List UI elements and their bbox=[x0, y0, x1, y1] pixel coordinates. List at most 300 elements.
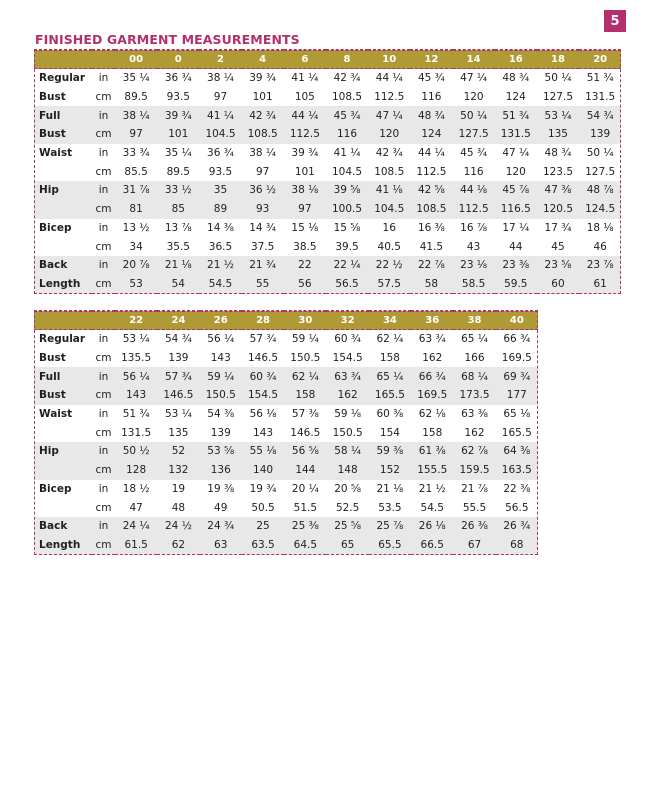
measurement-value: 139 bbox=[168, 352, 189, 365]
measurement-value: 54.5 bbox=[420, 501, 444, 514]
size-header: 0 bbox=[157, 51, 199, 69]
measurement-label: Waist bbox=[39, 147, 73, 160]
measurement-label: Bicep bbox=[39, 221, 72, 234]
measurement-value: 127.5 bbox=[542, 91, 573, 104]
header-blank bbox=[34, 312, 92, 330]
measurement-value: 101 bbox=[157, 125, 199, 144]
table-row bbox=[34, 125, 621, 144]
measurement-value: 136 bbox=[200, 461, 242, 480]
measurement-value: 46 bbox=[593, 240, 607, 253]
table-row bbox=[34, 405, 538, 424]
unit-label: cm bbox=[92, 200, 115, 219]
measurement-value: 17 ¾ bbox=[544, 221, 572, 234]
measurement-value: 55 bbox=[242, 275, 284, 294]
measurement-value: 60 ¾ bbox=[242, 367, 284, 386]
measurement-value: 39.5 bbox=[335, 240, 359, 253]
size-header-row bbox=[34, 51, 621, 69]
measurement-value: 65 bbox=[326, 536, 368, 555]
measurement-value: 53 ¼ bbox=[537, 106, 579, 125]
measurement-value: 16 ⅜ bbox=[417, 221, 445, 234]
size-header: 22 bbox=[115, 312, 157, 330]
table-row bbox=[34, 144, 621, 163]
measurement-value: 54 ⅜ bbox=[207, 408, 235, 421]
measurement-value: 150.5 bbox=[332, 426, 363, 439]
table-row bbox=[34, 367, 538, 386]
measurement-value: 62 ⅛ bbox=[418, 408, 446, 421]
unit-label: cm bbox=[92, 125, 115, 144]
measurement-value: 47 ¼ bbox=[502, 147, 530, 160]
unit-label: in bbox=[98, 72, 109, 85]
size-header: 4 bbox=[242, 51, 284, 69]
measurement-value: 25 ⅝ bbox=[326, 517, 368, 536]
measurement-value: 50.5 bbox=[251, 501, 275, 514]
header-blank bbox=[92, 312, 115, 330]
unit-label: cm bbox=[95, 240, 112, 253]
measurement-value: 57 ⅜ bbox=[291, 408, 319, 421]
table-row bbox=[34, 69, 621, 88]
measurement-value: 104.5 bbox=[368, 200, 410, 219]
measurement-value: 177 bbox=[496, 386, 538, 405]
measurement-value: 41.5 bbox=[419, 240, 444, 253]
measurement-value: 105 bbox=[294, 91, 315, 104]
measurement-value: 56 bbox=[284, 275, 326, 294]
measurement-value: 57 ¾ bbox=[157, 367, 199, 386]
measurement-value: 60 ⅜ bbox=[376, 408, 404, 421]
size-header: 34 bbox=[369, 312, 411, 330]
measurement-value: 66 ¾ bbox=[503, 333, 531, 346]
measurement-value: 49 bbox=[214, 501, 228, 514]
measurement-value: 21 ⅛ bbox=[157, 256, 199, 275]
measurement-value: 65 ¼ bbox=[461, 333, 488, 346]
header-blank bbox=[34, 51, 92, 69]
table-row bbox=[34, 442, 538, 461]
measurement-value: 62 ¼ bbox=[376, 333, 404, 346]
measurement-value: 108.5 bbox=[410, 200, 452, 219]
measurement-value: 158 bbox=[379, 352, 400, 365]
size-header: 40 bbox=[496, 312, 538, 330]
measurement-value: 67 bbox=[453, 536, 495, 555]
measurement-value: 20 ⅞ bbox=[115, 256, 157, 275]
measurement-value: 62 ¼ bbox=[284, 367, 326, 386]
measurement-value: 38 ¼ bbox=[249, 147, 277, 160]
measurement-label bbox=[34, 237, 92, 256]
measurement-value: 44 ¼ bbox=[284, 106, 326, 125]
measurement-value: 40.5 bbox=[377, 240, 401, 253]
measurement-value: 48 ⅞ bbox=[579, 181, 621, 200]
measurement-value: 23 ⅛ bbox=[453, 256, 495, 275]
table-row bbox=[34, 200, 621, 219]
measurement-value: 16 ⅞ bbox=[460, 221, 488, 234]
measurement-value: 34 bbox=[129, 240, 143, 253]
measurement-label: Full bbox=[34, 106, 92, 125]
measurement-value: 44 ⅛ bbox=[453, 181, 495, 200]
measurement-value: 143 bbox=[210, 352, 231, 365]
measurement-value: 36 ¾ bbox=[164, 72, 192, 85]
measurement-value: 39 ⅝ bbox=[326, 181, 368, 200]
unit-label: cm bbox=[95, 501, 112, 514]
measurement-value: 62 bbox=[157, 536, 199, 555]
measurement-label: Length bbox=[34, 536, 92, 555]
measurement-label bbox=[34, 461, 92, 480]
measurement-value: 135 bbox=[537, 125, 579, 144]
measurement-value: 50 ½ bbox=[115, 442, 157, 461]
table-row bbox=[34, 330, 538, 349]
measurement-label: Bust bbox=[34, 125, 92, 144]
measurement-value: 48 ¾ bbox=[502, 72, 530, 85]
measurement-value: 13 ⅞ bbox=[164, 221, 192, 234]
measurement-value: 47 ⅜ bbox=[537, 181, 579, 200]
measurement-value: 59 ¼ bbox=[291, 333, 319, 346]
unit-label: cm bbox=[95, 91, 112, 104]
measurement-value: 143 bbox=[115, 386, 157, 405]
measurements-table-2 bbox=[34, 310, 538, 555]
measurement-value: 22 ⅜ bbox=[503, 482, 531, 495]
measurement-value: 56 ¼ bbox=[207, 333, 235, 346]
table-row bbox=[34, 106, 621, 125]
table-row bbox=[34, 256, 621, 275]
measurement-value: 38.5 bbox=[293, 240, 317, 253]
measurement-value: 63 bbox=[200, 536, 242, 555]
measurement-value: 44 ¼ bbox=[375, 72, 403, 85]
measurement-value: 85 bbox=[157, 200, 199, 219]
measurement-value: 25 ⅞ bbox=[369, 517, 411, 536]
measurement-value: 21 ¾ bbox=[242, 256, 284, 275]
measurement-value: 57.5 bbox=[368, 275, 410, 294]
measurement-value: 31 ⅞ bbox=[115, 181, 157, 200]
measurement-value: 24 ¼ bbox=[115, 517, 157, 536]
measurement-value: 38 ¼ bbox=[207, 72, 234, 85]
measurement-value: 36.5 bbox=[208, 240, 233, 253]
measurement-value: 64.5 bbox=[284, 536, 326, 555]
table-row bbox=[34, 517, 538, 536]
measurement-value: 89.5 bbox=[166, 165, 190, 178]
size-header: 2 bbox=[199, 51, 241, 69]
measurement-value: 35.5 bbox=[166, 240, 190, 253]
measurement-value: 162 bbox=[326, 386, 368, 405]
size-header: 8 bbox=[326, 51, 368, 69]
measurement-value: 54.5 bbox=[199, 275, 241, 294]
measurement-value: 64 ⅜ bbox=[496, 442, 538, 461]
measurement-value: 51 ¾ bbox=[586, 72, 614, 85]
measurement-value: 108.5 bbox=[332, 91, 363, 104]
measurement-value: 50 ¼ bbox=[544, 72, 572, 85]
table-row bbox=[34, 498, 538, 517]
measurement-value: 89.5 bbox=[124, 91, 148, 104]
unit-label: cm bbox=[92, 536, 115, 555]
size-header: 10 bbox=[368, 51, 410, 69]
measurement-value: 169.5 bbox=[501, 352, 532, 365]
measurement-value: 26 ⅜ bbox=[453, 517, 495, 536]
unit-label: cm bbox=[95, 165, 112, 178]
measurement-value: 26 ¾ bbox=[496, 517, 538, 536]
measurement-label: Back bbox=[34, 256, 92, 275]
measurement-value: 131.5 bbox=[495, 125, 537, 144]
measurement-value: 22 ⅞ bbox=[410, 256, 452, 275]
table-row bbox=[34, 480, 538, 499]
unit-label: in bbox=[98, 482, 109, 495]
measurement-value: 166 bbox=[464, 352, 485, 365]
measurement-value: 54 bbox=[157, 275, 199, 294]
measurement-value: 21 ⅛ bbox=[376, 482, 404, 495]
measurement-value: 55.5 bbox=[462, 501, 487, 514]
measurement-value: 108.5 bbox=[242, 125, 284, 144]
measurement-value: 120 bbox=[505, 165, 526, 178]
measurement-value: 50 ¼ bbox=[586, 147, 614, 160]
measurement-value: 159.5 bbox=[453, 461, 495, 480]
measurement-value: 63 ⅜ bbox=[461, 408, 488, 421]
measurement-value: 101 bbox=[294, 165, 315, 178]
measurement-label: Bicep bbox=[39, 482, 72, 495]
measurement-value: 22 bbox=[284, 256, 326, 275]
measurement-value: 116.5 bbox=[495, 200, 537, 219]
measurement-value: 116 bbox=[326, 125, 368, 144]
measurement-value: 127.5 bbox=[585, 165, 616, 178]
measurement-value: 57 ¾ bbox=[249, 333, 277, 346]
measurement-value: 47 ¼ bbox=[460, 72, 488, 85]
measurement-value: 45 ¾ bbox=[417, 72, 445, 85]
measurement-value: 104.5 bbox=[199, 125, 241, 144]
measurement-value: 163.5 bbox=[496, 461, 538, 480]
measurement-value: 33 ¾ bbox=[122, 147, 150, 160]
table-row bbox=[34, 237, 621, 256]
page-title: FINISHED GARMENT MEASUREMENTS bbox=[35, 32, 300, 47]
size-header: 16 bbox=[495, 51, 537, 69]
table-row bbox=[34, 386, 538, 405]
measurement-value: 154 bbox=[379, 426, 400, 439]
measurement-value: 116 bbox=[421, 91, 442, 104]
measurement-value: 20 ¼ bbox=[291, 482, 319, 495]
measurement-label: Full bbox=[34, 367, 92, 386]
measurement-value: 65 ⅛ bbox=[503, 408, 531, 421]
measurement-value: 97 bbox=[213, 91, 228, 104]
measurement-value: 50 ¼ bbox=[453, 106, 495, 125]
measurement-value: 139 bbox=[210, 426, 231, 439]
unit-label: cm bbox=[92, 461, 115, 480]
unit-label: cm bbox=[95, 352, 112, 365]
measurement-value: 25 bbox=[242, 517, 284, 536]
measurement-value: 93.5 bbox=[166, 91, 190, 104]
measurement-value: 146.5 bbox=[248, 352, 279, 365]
measurement-value: 41 ¼ bbox=[291, 72, 319, 85]
measurement-value: 93.5 bbox=[208, 165, 233, 178]
measurement-value: 45 ¾ bbox=[460, 147, 488, 160]
measurement-value: 120.5 bbox=[537, 200, 579, 219]
unit-label: in bbox=[98, 408, 109, 421]
measurement-value: 135 bbox=[168, 426, 189, 439]
measurement-value: 22 ½ bbox=[368, 256, 410, 275]
measurement-value: 120 bbox=[463, 91, 484, 104]
measurement-value: 59 ⅜ bbox=[369, 442, 411, 461]
measurement-value: 23 ⅞ bbox=[579, 256, 621, 275]
measurement-value: 13 ½ bbox=[122, 221, 150, 234]
measurement-value: 155.5 bbox=[411, 461, 453, 480]
measurement-value: 60 ¾ bbox=[334, 333, 362, 346]
measurement-value: 61.5 bbox=[115, 536, 157, 555]
measurement-value: 15 ⅛ bbox=[291, 221, 319, 234]
measurement-value: 169.5 bbox=[411, 386, 453, 405]
measurement-value: 165.5 bbox=[501, 426, 532, 439]
size-header: 26 bbox=[200, 312, 242, 330]
measurement-value: 100.5 bbox=[326, 200, 368, 219]
measurement-value: 143 bbox=[253, 426, 274, 439]
measurement-value: 85.5 bbox=[124, 165, 148, 178]
measurement-value: 66 ¾ bbox=[411, 367, 453, 386]
measurement-value: 52.5 bbox=[335, 501, 360, 514]
size-header: 00 bbox=[115, 51, 157, 69]
measurement-value: 14 ¾ bbox=[249, 221, 277, 234]
measurement-label: Regular bbox=[39, 72, 86, 85]
measurement-value: 120 bbox=[368, 125, 410, 144]
measurement-value: 44 bbox=[509, 240, 523, 253]
measurement-value: 18 ½ bbox=[122, 482, 150, 495]
measurement-value: 148 bbox=[326, 461, 368, 480]
measurement-value: 123.5 bbox=[542, 165, 573, 178]
measurement-value: 55 ⅛ bbox=[242, 442, 284, 461]
unit-label: cm bbox=[95, 426, 112, 439]
measurement-value: 22 ¼ bbox=[326, 256, 368, 275]
measurement-value: 23 ⅜ bbox=[495, 256, 537, 275]
unit-label: in bbox=[92, 181, 115, 200]
measurement-value: 68 ¼ bbox=[453, 367, 495, 386]
measurement-value: 158 bbox=[422, 426, 443, 439]
measurement-value: 63 ¾ bbox=[326, 367, 368, 386]
size-header: 20 bbox=[579, 51, 621, 69]
measurement-value: 144 bbox=[284, 461, 326, 480]
size-header: 24 bbox=[157, 312, 199, 330]
measurement-value: 48 bbox=[171, 501, 186, 514]
size-header: 6 bbox=[284, 51, 326, 69]
measurement-value: 97 bbox=[255, 165, 270, 178]
measurement-value: 58 bbox=[410, 275, 452, 294]
measurement-value: 56 ⅛ bbox=[249, 408, 277, 421]
table-row bbox=[34, 162, 621, 181]
measurement-label: Bust bbox=[34, 386, 92, 405]
measurement-value: 58 ¼ bbox=[326, 442, 368, 461]
measurement-value: 20 ⅝ bbox=[334, 482, 362, 495]
measurement-value: 36 ½ bbox=[242, 181, 284, 200]
measurement-value: 36 ¾ bbox=[207, 147, 234, 160]
measurement-value: 25 ⅜ bbox=[284, 517, 326, 536]
measurement-value: 97 bbox=[115, 125, 157, 144]
size-header: 14 bbox=[453, 51, 495, 69]
size-header-row bbox=[34, 312, 538, 330]
size-header: 12 bbox=[410, 51, 452, 69]
measurement-value: 39 ¾ bbox=[157, 106, 199, 125]
measurement-value: 53 ¼ bbox=[165, 408, 192, 421]
table-row bbox=[34, 461, 538, 480]
measurement-value: 35 bbox=[199, 181, 241, 200]
table-row bbox=[34, 88, 621, 107]
measurement-value: 56 ⅝ bbox=[284, 442, 326, 461]
measurement-value: 173.5 bbox=[453, 386, 495, 405]
page-number-badge: 5 bbox=[604, 10, 626, 32]
measurement-value: 19 ¾ bbox=[249, 482, 277, 495]
measurement-value: 45 ¾ bbox=[326, 106, 368, 125]
measurement-value: 112.5 bbox=[416, 165, 447, 178]
measurement-value: 42 ¾ bbox=[333, 72, 361, 85]
measurement-value: 131.5 bbox=[585, 91, 616, 104]
measurement-value: 18 ⅛ bbox=[586, 221, 614, 234]
measurement-value: 63 ¾ bbox=[418, 333, 446, 346]
unit-label: in bbox=[92, 367, 115, 386]
measurement-value: 69 ¾ bbox=[496, 367, 538, 386]
measurement-value: 37.5 bbox=[250, 240, 275, 253]
measurement-value: 146.5 bbox=[290, 426, 321, 439]
measurement-value: 19 bbox=[171, 482, 186, 495]
measurement-value: 140 bbox=[242, 461, 284, 480]
measurement-value: 112.5 bbox=[453, 200, 495, 219]
measurement-value: 124 bbox=[505, 91, 526, 104]
measurement-value: 52 bbox=[157, 442, 199, 461]
measurement-value: 124 bbox=[410, 125, 452, 144]
measurement-label: Regular bbox=[39, 333, 86, 346]
measurement-value: 81 bbox=[115, 200, 157, 219]
measurement-value: 21 ⅞ bbox=[461, 482, 488, 495]
measurement-value: 127.5 bbox=[453, 125, 495, 144]
measurement-label bbox=[34, 162, 92, 181]
measurement-value: 17 ¼ bbox=[502, 221, 530, 234]
measurement-value: 112.5 bbox=[284, 125, 326, 144]
unit-label: cm bbox=[92, 386, 115, 405]
measurement-value: 51 ¾ bbox=[122, 408, 150, 421]
measurement-value: 66.5 bbox=[411, 536, 453, 555]
measurement-value: 16 bbox=[382, 221, 396, 234]
measurement-value: 101 bbox=[252, 91, 273, 104]
unit-label: in bbox=[98, 221, 109, 234]
measurement-value: 33 ½ bbox=[157, 181, 199, 200]
measurement-value: 43 bbox=[466, 240, 481, 253]
measurement-value: 54 ¾ bbox=[579, 106, 621, 125]
measurement-value: 42 ¾ bbox=[375, 147, 403, 160]
measurement-value: 53 bbox=[115, 275, 157, 294]
measurement-value: 112.5 bbox=[374, 91, 405, 104]
measurement-label bbox=[34, 423, 92, 442]
measurement-value: 14 ⅜ bbox=[207, 221, 234, 234]
measurement-value: 56 ¼ bbox=[115, 367, 157, 386]
measurement-value: 39 ¾ bbox=[291, 147, 319, 160]
measurement-value: 165.5 bbox=[369, 386, 411, 405]
measurement-label bbox=[34, 200, 92, 219]
measurement-value: 116 bbox=[463, 165, 484, 178]
measurement-label: Length bbox=[34, 275, 92, 294]
measurement-value: 41 ¼ bbox=[199, 106, 241, 125]
measurement-value: 63.5 bbox=[242, 536, 284, 555]
measurement-value: 59.5 bbox=[495, 275, 537, 294]
measurement-value: 53 ⅝ bbox=[200, 442, 242, 461]
measurements-table-1 bbox=[34, 49, 621, 294]
measurement-value: 150.5 bbox=[290, 352, 321, 365]
measurement-value: 38 ¼ bbox=[115, 106, 157, 125]
measurement-label: Waist bbox=[39, 408, 73, 421]
measurement-label bbox=[34, 498, 92, 517]
measurement-value: 89 bbox=[199, 200, 241, 219]
table-row bbox=[34, 349, 538, 368]
measurement-value: 19 ⅜ bbox=[207, 482, 235, 495]
measurement-value: 154.5 bbox=[242, 386, 284, 405]
measurement-value: 47 bbox=[129, 501, 143, 514]
measurement-value: 56.5 bbox=[505, 501, 529, 514]
size-header: 36 bbox=[411, 312, 453, 330]
table-row bbox=[34, 423, 538, 442]
header-blank bbox=[92, 51, 115, 69]
measurement-value: 131.5 bbox=[121, 426, 152, 439]
measurement-value: 60 bbox=[537, 275, 579, 294]
measurement-value: 59 ⅛ bbox=[334, 408, 362, 421]
table-row bbox=[34, 219, 621, 238]
measurement-value: 53 ¼ bbox=[122, 333, 150, 346]
measurement-value: 56.5 bbox=[326, 275, 368, 294]
measurement-value: 42 ¾ bbox=[242, 106, 284, 125]
